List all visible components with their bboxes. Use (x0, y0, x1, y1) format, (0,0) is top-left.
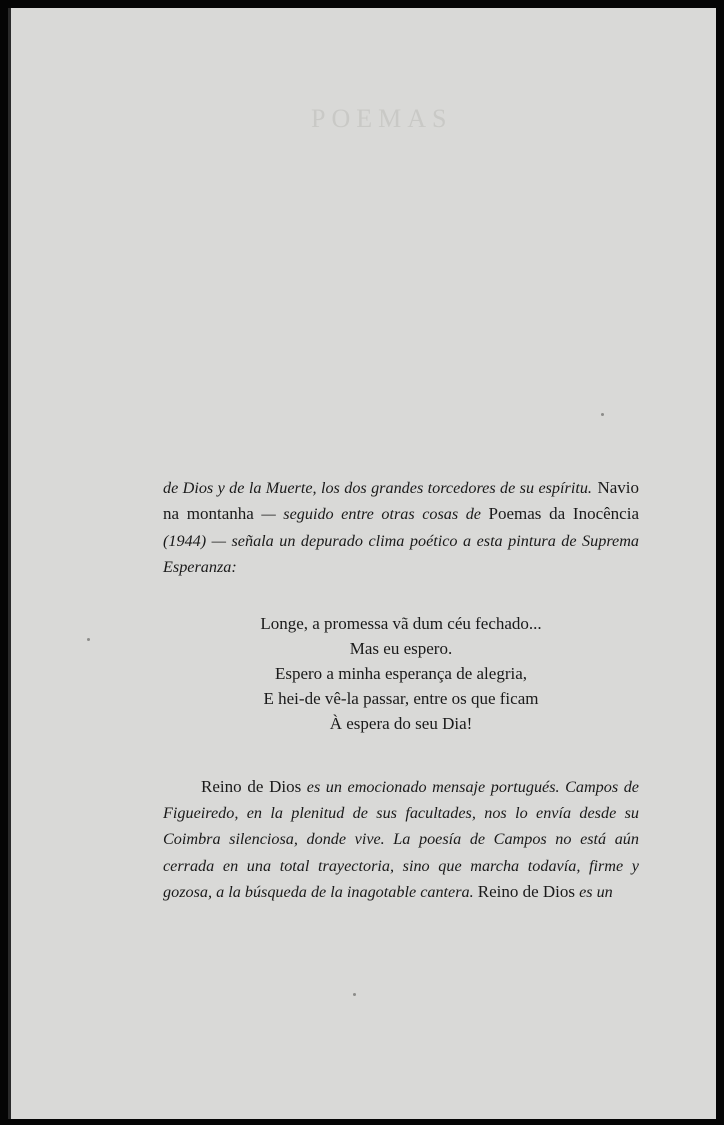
show-through-watermark: POEMAS (311, 104, 453, 133)
book-title-reino: Reino de Dios (201, 776, 302, 796)
paragraph-intro (163, 475, 639, 581)
paragraph-intro-part: de Dios y de la Muerte, los dos grandes torcedores de su espíritu. (163, 479, 592, 497)
paragraph-reino (163, 774, 639, 906)
book-title-navio: Navio na montanha (163, 478, 639, 524)
poem-line: À espera do seu Dia! (329, 713, 473, 733)
poem-quote (163, 611, 639, 736)
page-speck (87, 638, 90, 641)
poem-line: Mas eu espero. (349, 638, 453, 658)
paragraph-reino-part: es un emocionado mensaje portugués. Campos de Figueiredo, en la plenitud de sus facultades, nos lo envía desde su Coimbra silenciosa, donde vive. La poesía de Campos no está aún cerrada en una total trayectoria, sino que marcha todavía, firme y gozosa, a la búsqueda de la inagotable cantera. (163, 777, 639, 902)
book-title-reino: Reino de Dios (477, 882, 576, 902)
poem-line: Espero a minha esperança de alegria, (274, 663, 528, 683)
paragraph-intro-part: (1944) — señala un depurado clima poético a esta pintura de Suprema Esperanza: (163, 531, 639, 577)
page-speck (601, 413, 604, 416)
paragraph-intro-part: — seguido entre otras cosas de (253, 505, 489, 524)
book-title-poemas: Poemas da Inocência (488, 504, 639, 524)
poem-line: Longe, a promessa vã dum céu fechado... (260, 613, 542, 633)
page-text (163, 475, 639, 906)
page-speck (353, 993, 356, 996)
paragraph-reino-part: es un (575, 883, 613, 902)
poem-line: E hei-de vê-la passar, entre os que ficam (263, 688, 539, 708)
